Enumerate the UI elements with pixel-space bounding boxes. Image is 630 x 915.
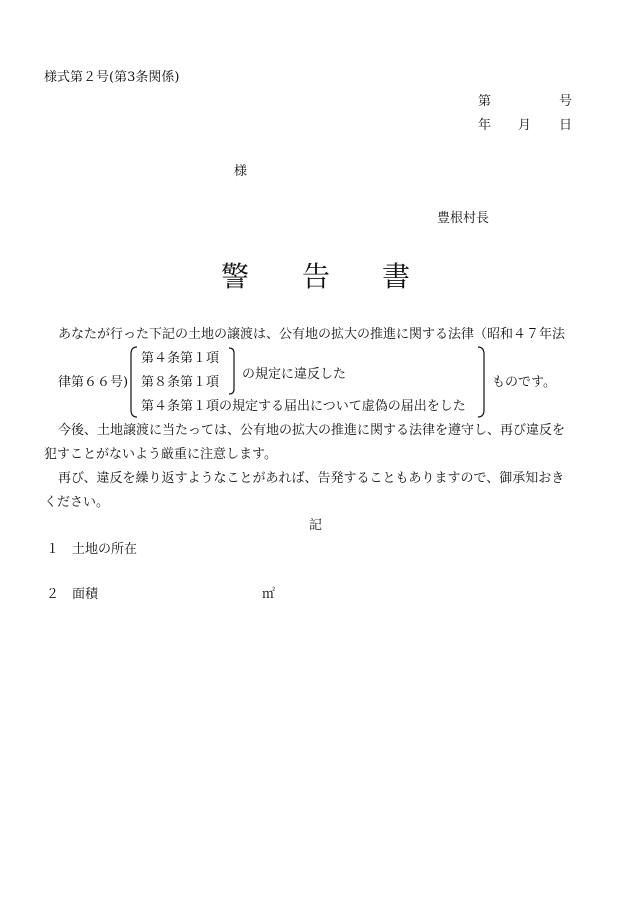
outer-suffix: ものです。	[492, 375, 556, 390]
para2-line-1: 今後、土地譲渡に当たっては、公有地の拡大の推進に関する法律を遵守し、再び違反を	[58, 423, 566, 438]
title-char-3: 書	[382, 260, 411, 293]
inner-right-brace	[228, 347, 238, 395]
option-2: 第８条第１項	[141, 375, 220, 390]
option-3: 第４条第１項の規定する届出について虚偽の届出をした	[141, 399, 466, 414]
date-day: 日	[559, 118, 573, 133]
outer-left-brace	[128, 346, 138, 418]
item-label: 面積	[72, 587, 99, 602]
doc-number-suffix: 号	[559, 94, 573, 109]
form-label: 様式第２号(第3条関係)	[44, 70, 180, 85]
item-number: １	[46, 542, 60, 557]
date-year: 年	[478, 118, 492, 133]
title-char-1: 警	[221, 260, 250, 293]
title-char-2: 告	[302, 260, 331, 293]
para2-line-2: 犯すことがないよう厳重に注意します。	[44, 447, 277, 462]
para3-line-2: ください。	[44, 495, 110, 510]
option-1: 第４条第１項	[141, 351, 220, 366]
area-unit: ㎡	[262, 587, 276, 602]
date-month: 月	[518, 118, 532, 133]
item-label: 土地の所在	[72, 542, 138, 557]
body-line-2-prefix: 律第６６号)	[58, 375, 129, 390]
outer-right-brace	[477, 346, 487, 418]
doc-number-prefix: 第	[478, 94, 492, 109]
ki-heading: 記	[309, 518, 323, 533]
issuer: 豊根村長	[437, 211, 490, 226]
addressee-suffix: 様	[234, 164, 248, 179]
para3-line-1: 再び、違反を繰り返すようなことがあれば、告発することもありますので、御承知おき	[58, 471, 565, 486]
body-line-1: あなたが行った下記の土地の譲渡は、公有地の拡大の推進に関する法律（昭和４７年法	[58, 327, 566, 342]
item-number: ２	[46, 587, 60, 602]
inner-suffix: の規定に違反した	[242, 367, 347, 382]
